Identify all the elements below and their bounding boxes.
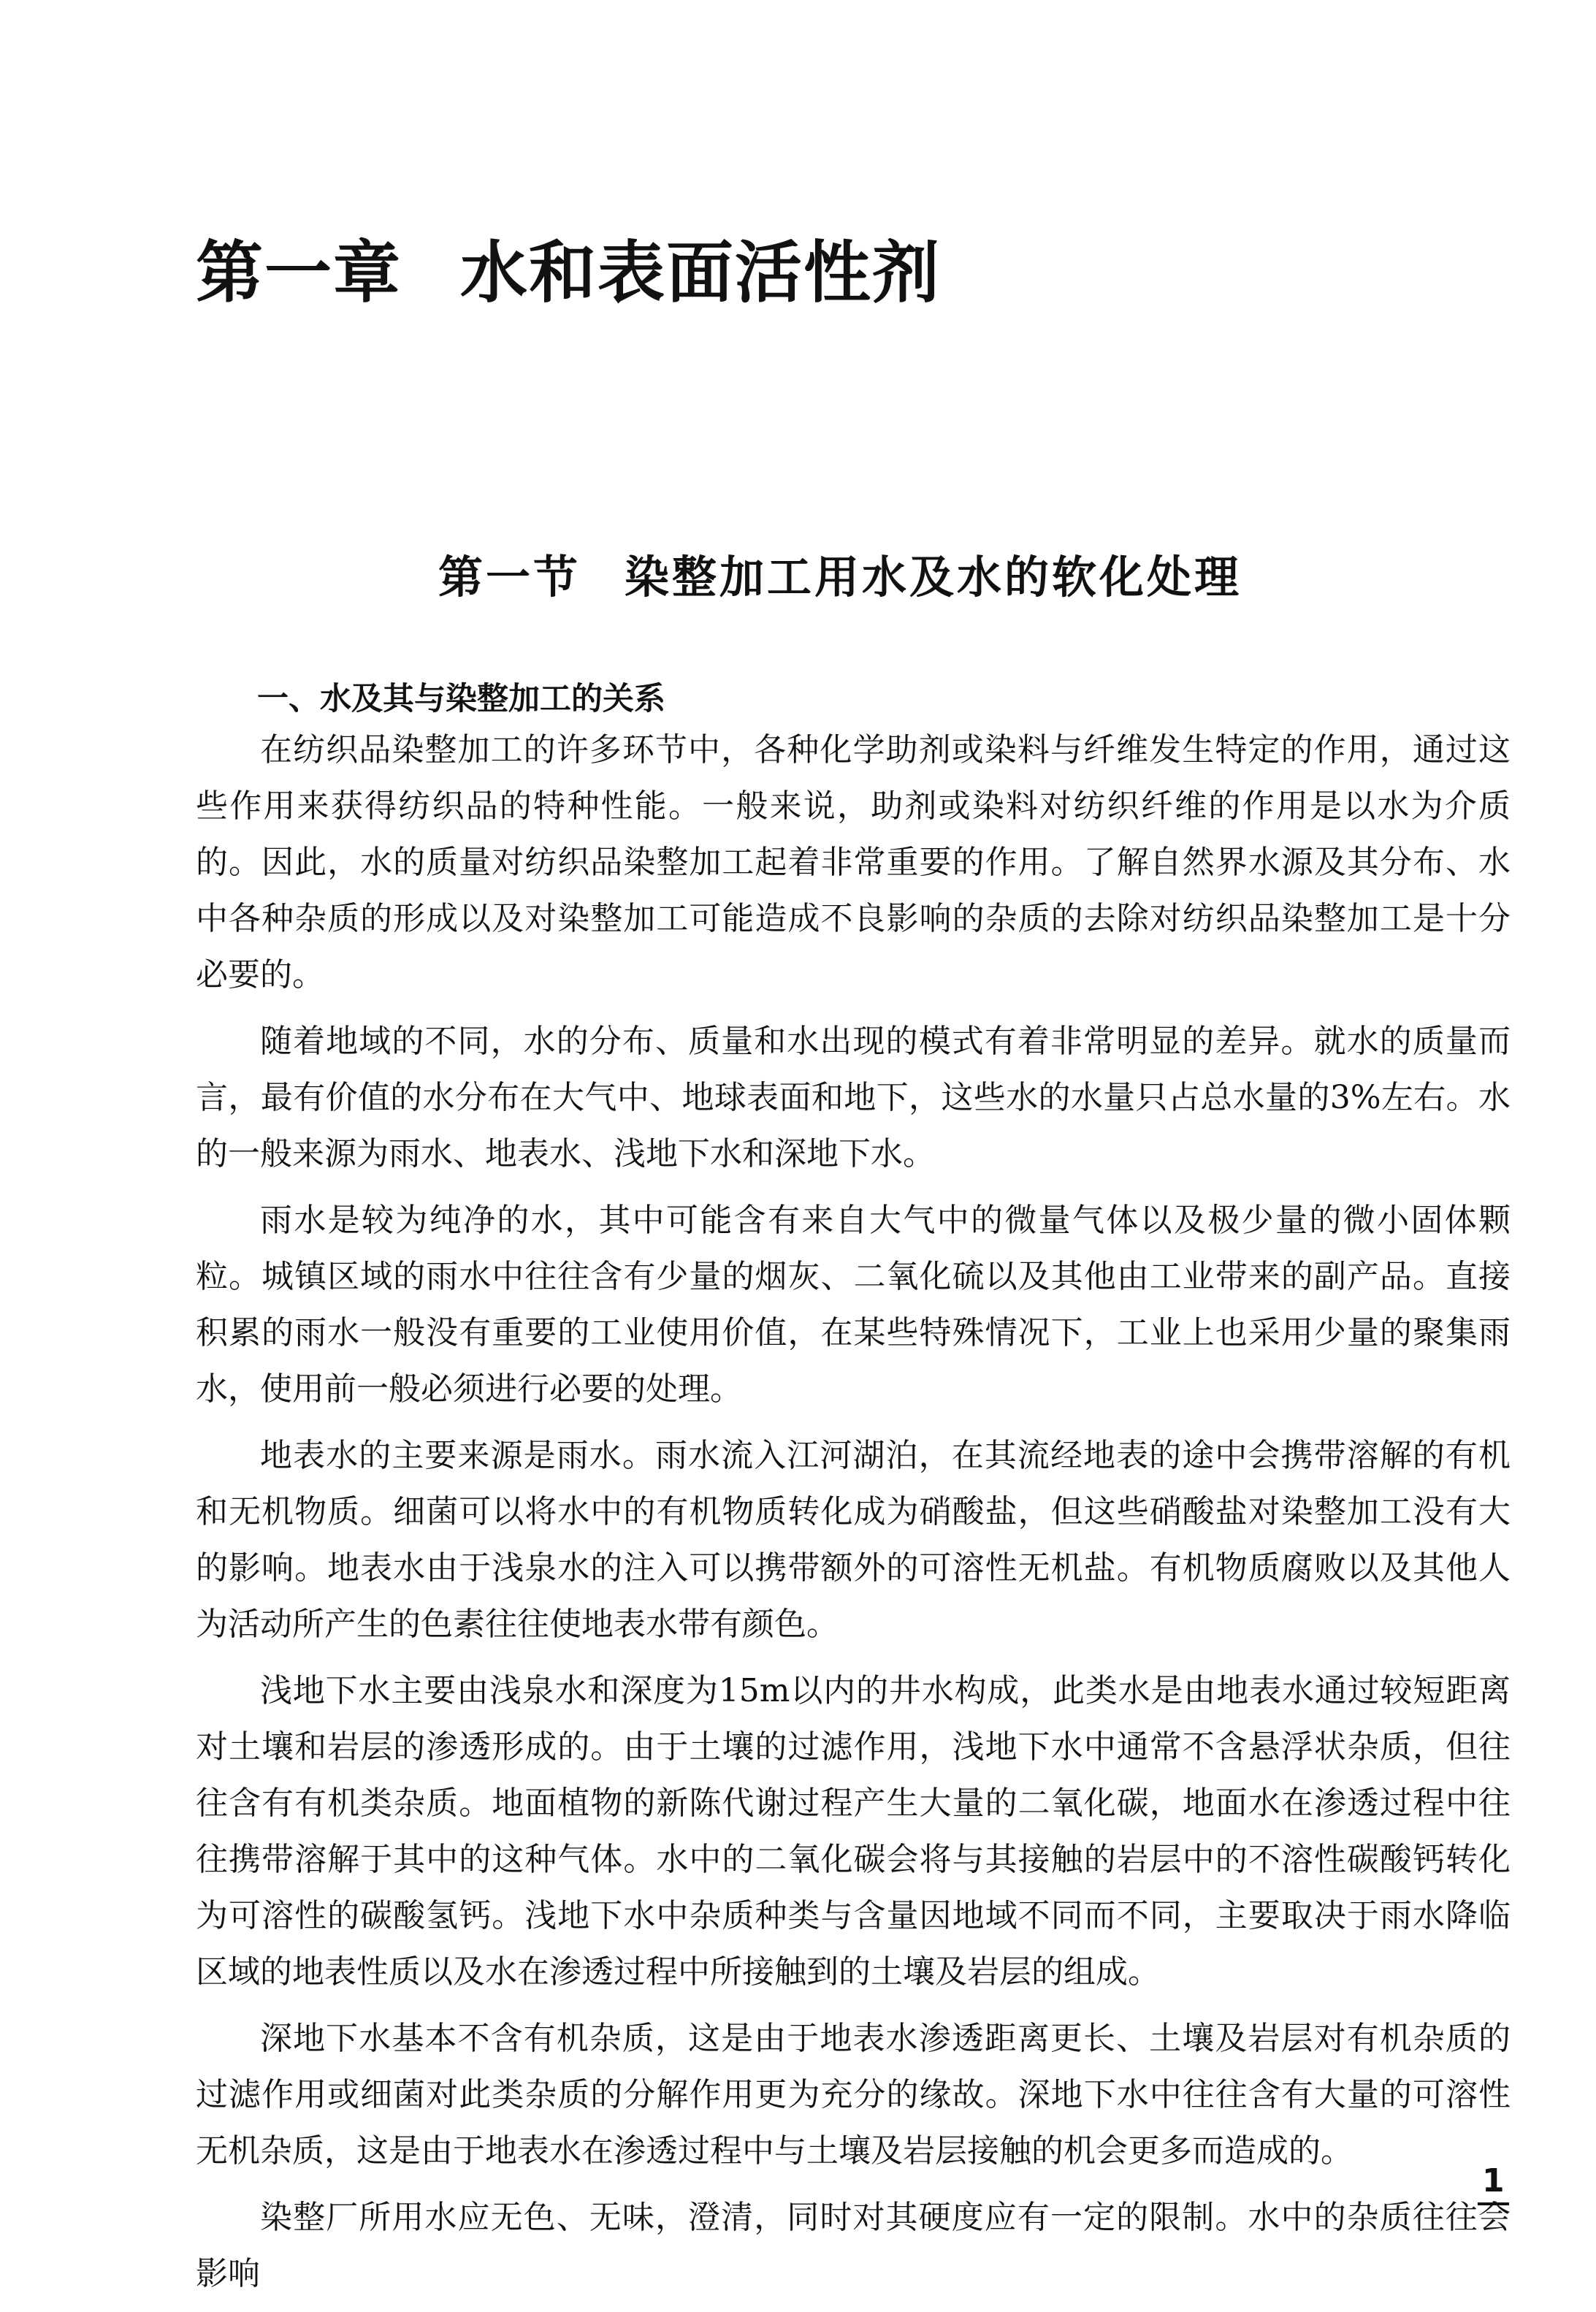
- chapter-number: 第一章: [196, 233, 402, 312]
- chapter-title-text: 水和表面活性剂: [460, 233, 942, 312]
- paragraph: 浅地下水主要由浅泉水和深度为15m以内的井水构成，此类水是由地表水通过较短距离对土壤和岩层的渗透形成的。由于土壤的过滤作用，浅地下水中通常不含悬浮状杂质，但往往含有有机类杂质。地面植物的新陈代谢过程产生大量的二氧化碳，地面水在渗透过程中往往携带溶解于其中的这种气体。水中的二氧化碳会将与其接触的岩层中的不溶性碳酸钙转化为可溶性的碳酸氢钙。浅地下水中杂质种类与含量因地域不同而不同，主要取决于雨水降临区域的地表性质以及水在渗透过程中所接触到的土壤及岩层的组成。: [196, 1672, 1511, 1991]
- subsection-heading: 一、水及其与染整加工的关系: [257, 681, 665, 717]
- body-text: [196, 722, 1511, 2312]
- paragraph: 在纺织品染整加工的许多环节中，各种化学助剂或染料与纤维发生特定的作用，通过这些作用来获得纺织品的特种性能。一般来说，助剂或染料对纺织纤维的作用是以水为介质的。因此，水的质量对纺织品染整加工起着非常重要的作用。了解自然界水源及其分布、水中各种杂质的形成以及对染整加工可能造成不良影响的杂质的去除对纺织品染整加工是十分必要的。: [196, 731, 1511, 993]
- paragraph: 随着地域的不同，水的分布、质量和水出现的模式有着非常明显的差异。就水的质量而言，最有价值的水分布在大气中、地球表面和地下，这些水的水量只占总水量的3%左右。水的一般来源为雨水、地表水、浅地下水和深地下水。: [196, 1023, 1511, 1172]
- section-title-text: 染整加工用水及水的软化处理: [625, 552, 1242, 603]
- page-number: 1: [1478, 2162, 1509, 2205]
- paragraph: 雨水是较为纯净的水，其中可能含有来自大气中的微量气体以及极少量的微小固体颗粒。城镇区域的雨水中往往含有少量的烟灰、二氧化硫以及其他由工业带来的副产品。直接积累的雨水一般没有重要的工业使用价值，在某些特殊情况下，工业上也采用少量的聚集雨水，使用前一般必须进行必要的处理。: [196, 1202, 1511, 1408]
- section-heading: [438, 542, 1242, 606]
- chapter-heading: [196, 219, 941, 316]
- paragraph: 深地下水基本不含有机杂质，这是由于地表水渗透距离更长、土壤及岩层对有机杂质的过滤作用或细菌对此类杂质的分解作用更为充分的缘故。深地下水中往往含有大量的可溶性无机杂质，这是由于地表水在渗透过程中与土壤及岩层接触的机会更多而造成的。: [196, 2020, 1511, 2170]
- section-number: 第一节: [438, 552, 581, 603]
- paragraph: 染整厂所用水应无色、无味，澄清，同时对其硬度应有一定的限制。水中的杂质往往会影响: [196, 2199, 1511, 2292]
- paragraph: 地表水的主要来源是雨水。雨水流入江河湖泊，在其流经地表的途中会携带溶解的有机和无机物质。细菌可以将水中的有机物质转化成为硝酸盐，但这些硝酸盐对染整加工没有大的影响。地表水由于浅泉水的注入可以携带额外的可溶性无机盐。有机物质腐败以及其他人为活动所产生的色素往往使地表水带有颜色。: [196, 1437, 1511, 1643]
